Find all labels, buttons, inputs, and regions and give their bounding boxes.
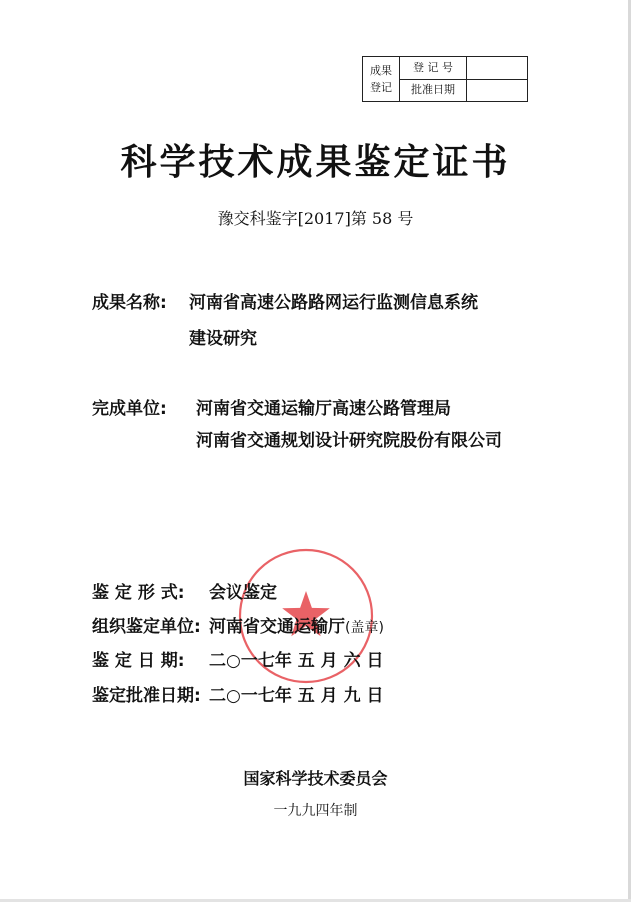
registration-table	[362, 56, 528, 102]
achievement-name-line1: 河南省高速公路路网运行监测信息系统	[189, 293, 478, 313]
appraisal-form-value: 会议鉴定	[209, 583, 277, 603]
reg-no-value	[467, 57, 528, 80]
completing-units-label: 完成单位:	[92, 399, 167, 419]
organizing-unit-value	[209, 612, 384, 637]
document-number: 豫交科鉴字[2017]第 58 号	[217, 209, 414, 228]
appraisal-form-label: 鉴 定 形 式:	[92, 583, 185, 603]
registration-label	[363, 57, 400, 102]
approve-date-value	[467, 79, 528, 102]
organizing-unit-stamp-note: (盖章)	[345, 620, 384, 636]
form-year: 一九九四年制	[273, 803, 358, 819]
approval-date-label: 鉴定批准日期:	[92, 686, 201, 706]
approval-date-value: 二○一七年 五 月 九 日	[209, 686, 384, 706]
certificate-title: 科学技术成果鉴定证书	[120, 142, 511, 183]
completing-unit-1: 河南省交通运输厅高速公路管理局	[196, 399, 451, 419]
registration-label-text: 成果登记	[370, 64, 392, 94]
appraisal-date-label: 鉴 定 日 期:	[92, 651, 185, 671]
reg-no-label: 登 记 号	[400, 57, 467, 80]
achievement-name-line2: 建设研究	[189, 329, 257, 349]
completing-unit-2: 河南省交通规划设计研究院股份有限公司	[196, 431, 502, 451]
issuing-committee: 国家科学技术委员会	[243, 769, 388, 788]
approve-date-label: 批准日期	[400, 79, 467, 102]
organizing-unit-name: 河南省交通运输厅	[209, 617, 345, 637]
appraisal-date-value: 二○一七年 五 月 六 日	[209, 651, 384, 671]
organizing-unit-label: 组织鉴定单位:	[92, 617, 201, 637]
achievement-name-label: 成果名称:	[92, 293, 167, 313]
